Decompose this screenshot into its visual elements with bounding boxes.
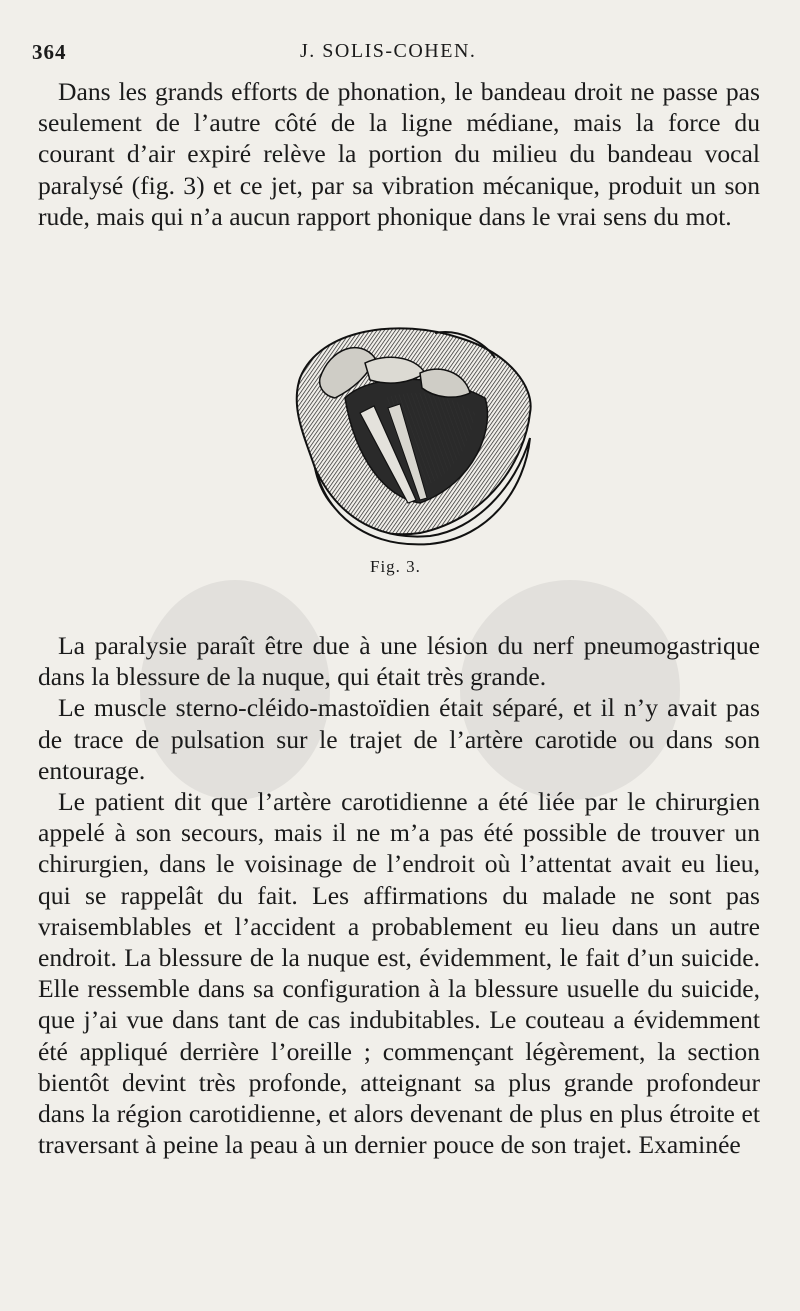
paragraph: Dans les grands efforts de phonation, le bandeau droit ne passe pas seulement de l’autre côté de la ligne médiane, mais la force du courant d’air expiré relève la portion du milieu du bandeau vocal paralysé (fig. 3) et ce jet, par sa vibration mécanique, produit un son rude, mais qui n’a aucun rapport phonique dans le vrai sens du mot. [38, 77, 760, 231]
paragraph: La paralysie paraît être due à une lésion du nerf pneumogastrique dans la blessure de la nuque, qui était très grande. [38, 631, 760, 692]
paragraph: Le muscle sterno-cléido-mastoïdien était séparé, et il n’y avait pas de trace de pulsation sur le trajet de l’artère carotide ou dans son entourage. [38, 693, 760, 785]
larynx-engraving [290, 318, 540, 548]
page-header [32, 30, 760, 64]
figure-caption: Fig. 3. [370, 557, 421, 576]
text-block-bottom [38, 630, 760, 1160]
page-number: 364 [32, 40, 67, 64]
paragraph: Le patient dit que l’artère carotidienne a été liée par le chirurgien appelé à son secours, mais il ne m’a pas été possible de trouver un chirurgien, dans le voisinage de l’endroit où l’attentat avait eu lieu, qui se rappelât du fait. Les affirmations du malade ne sont pas vraisemblables et l’accident a probablement eu lieu dans un autre endroit. La blessure de la nuque est, évidemment, le fait d’un suicide. Elle ressemble dans sa configuration à la blessure usuelle du suicide, que j’ai vue dans tant de cas indubitables. Le couteau a évidemment été appliqué derrière l’oreille ; commençant légèrement, la section bientôt devint très profonde, atteignant sa plus grande profondeur dans la région carotidienne, et alors devenant de plus en plus étroite et traversant à peine la peau à un dernier pouce de son trajet. Examinée [38, 787, 760, 1160]
text-block-top [38, 76, 760, 232]
larynx-illustration [290, 318, 540, 548]
running-head: J. SOLIS-COHEN. [300, 40, 477, 62]
